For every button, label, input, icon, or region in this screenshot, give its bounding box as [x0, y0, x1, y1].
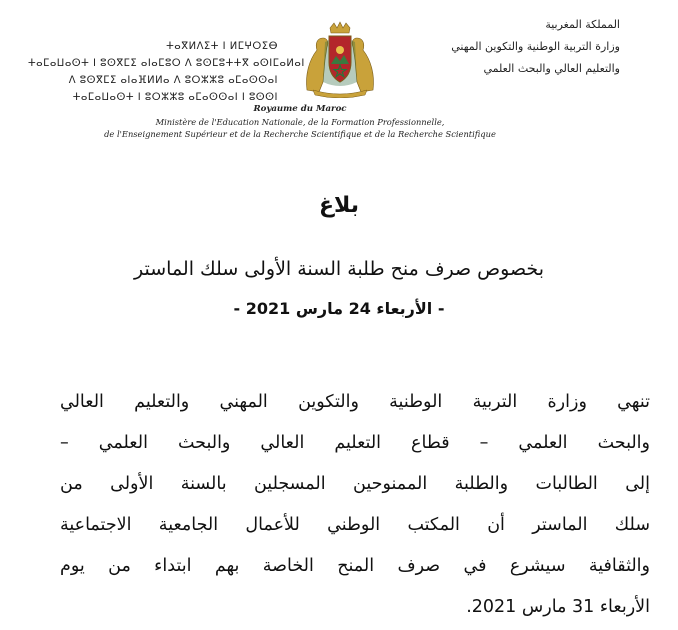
- arabic-header-line-1: المملكة المغربية: [545, 18, 620, 31]
- arabic-header-line-2: وزارة التربية الوطنية والتكوين المهني: [451, 40, 620, 53]
- arabic-header: [410, 14, 620, 80]
- tifinagh-line-4: ⵜⴰⵎⴰⵡⴰⵙⵜ ⵏ ⵓⵔⵣⵣⵓ ⴰⵎⴰⵙⵙⴰⵏ ⵏ ⵓⵙⵙⵏ: [72, 92, 278, 103]
- body-line-6: الأربعاء 31 مارس 2021.: [466, 597, 650, 617]
- tifinagh-header: [28, 38, 305, 106]
- body-line-5: والثقافية سيشرع في صرف المنح الخاصة بهم ابتداء من يوم: [60, 556, 650, 576]
- french-header: [80, 103, 520, 141]
- tifinagh-line-3: ⴷ ⵓⵙⴳⵎⵉ ⴰⵏⴰⴼⵍⵍⴰ ⴷ ⵓⵔⵣⵣⵓ ⴰⵎⴰⵙⵙⴰⵏ: [68, 75, 278, 86]
- body-line-3: إلى الطالبات والطلبة الممنوحين المسجلين بالسنة الأولى من: [60, 474, 650, 494]
- french-header-line-2: Ministère de l'Education Nationale, de la Formation Professionnelle,: [155, 116, 445, 127]
- body-line-4: سلك الماستر أن المكتب الوطني للأعمال الجامعية الاجتماعية: [60, 515, 650, 535]
- french-header-line-3: de l'Enseignement Supérieur et de la Recherche Scientifique et de la Recherche Scientifique: [104, 129, 496, 139]
- document-date: - الأربعاء 24 مارس 2021 -: [233, 299, 445, 318]
- royal-emblem-icon: [299, 20, 381, 98]
- tifinagh-line-1: ⵜⴰⴳⵍⴷⵉⵜ ⵏ ⵍⵎⵖⵔⵉⴱ: [166, 41, 278, 52]
- body-line-2: والبحث العلمي – قطاع التعليم العالي والبحث العلمي –: [60, 433, 650, 453]
- document-body: [60, 382, 650, 628]
- arabic-header-line-3: والتعليم العالي والبحث العلمي: [483, 62, 620, 75]
- document-subtitle: بخصوص صرف منح طلبة السنة الأولى سلك الماستر: [134, 258, 544, 280]
- body-line-1: تنهي وزارة التربية الوطنية والتكوين المهني والتعليم العالي: [60, 392, 650, 412]
- tifinagh-line-2: ⵜⴰⵎⴰⵡⴰⵙⵜ ⵏ ⵓⵙⴳⵎⵉ ⴰⵏⴰⵎⵓⵔ ⴷ ⵓⵙⵎⵓⵜⵜⴳ ⴰⵙⵏⵎⴰⵍⴰⵏ: [28, 58, 305, 69]
- document-title: بلاغ: [319, 193, 359, 218]
- french-header-line-1: Royaume du Maroc: [253, 104, 347, 114]
